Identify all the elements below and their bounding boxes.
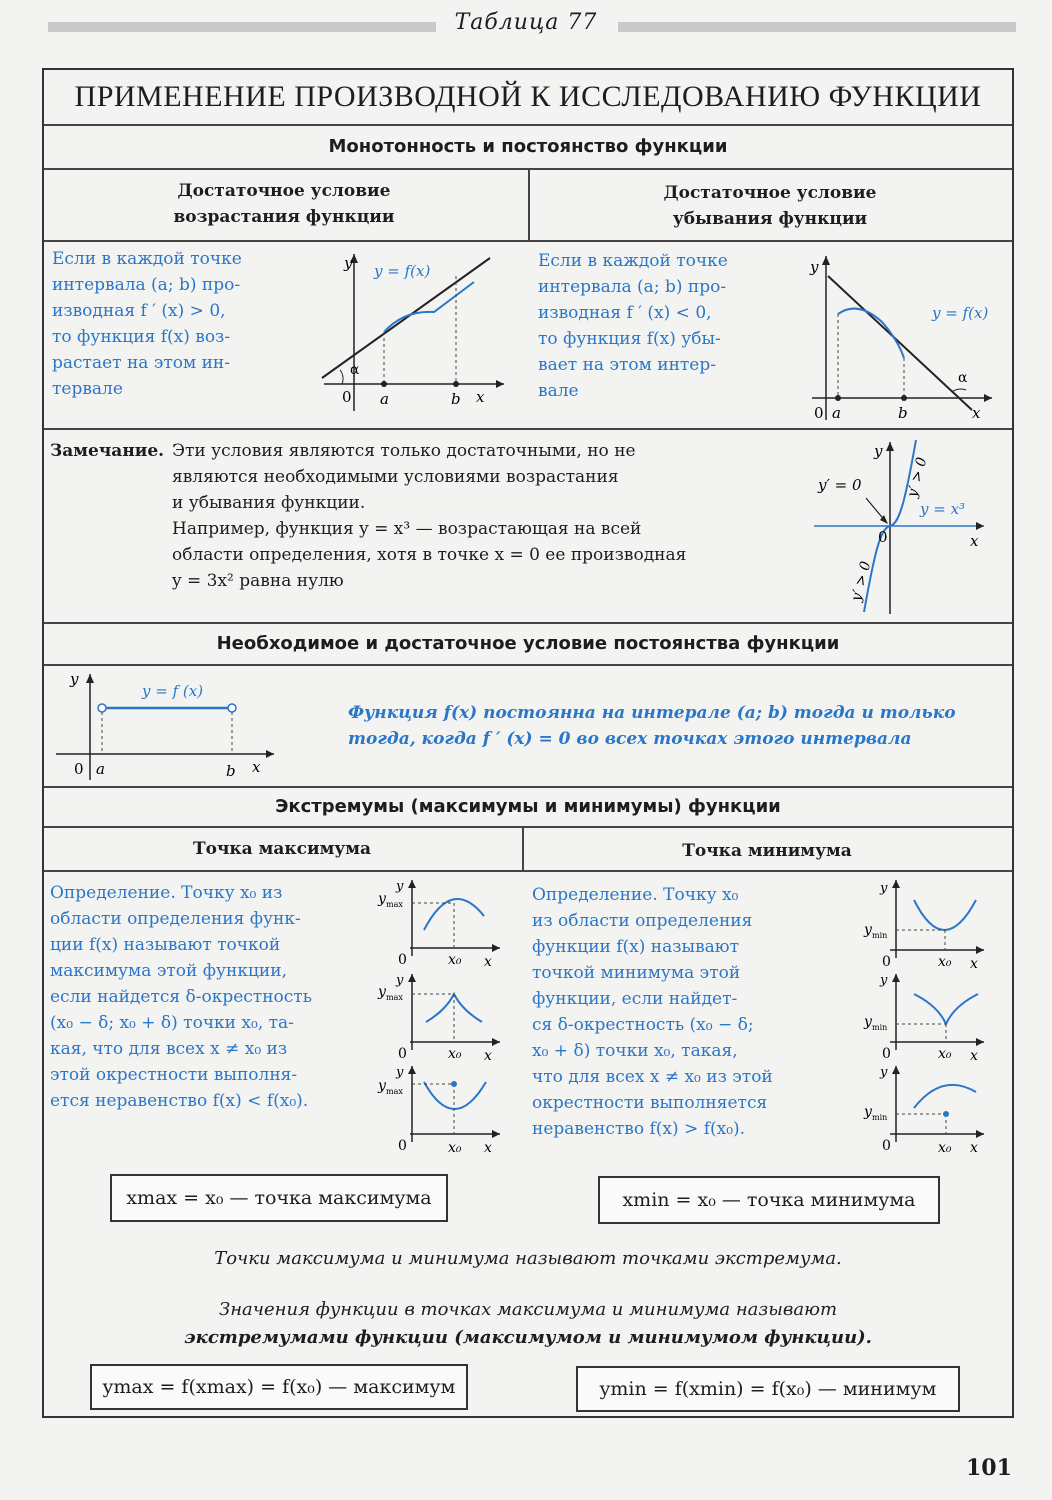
increase-text-line: тервале bbox=[52, 379, 123, 399]
const-o-label: 0 bbox=[74, 760, 84, 778]
xmin-box: xmin = x₀ — точка минимума bbox=[598, 1176, 940, 1224]
decrease-text-line: Если в каждой точке bbox=[538, 251, 728, 271]
min1-x: x bbox=[970, 956, 978, 972]
decrease-text-line: изводная f ′ (x) < 0, bbox=[538, 303, 712, 323]
section-constancy-title: Необходимое и достаточное условие постоянства функции bbox=[44, 624, 1012, 666]
cubic-pos-bot-label: y′ > 0 bbox=[848, 559, 875, 604]
dec-x-label: x bbox=[972, 404, 981, 422]
min3-ysub: min bbox=[872, 1113, 888, 1122]
min-definition bbox=[532, 882, 828, 1142]
min-def-line: функции f(x) называют bbox=[532, 937, 739, 957]
max-def-line: максимума этой функции, bbox=[50, 961, 287, 981]
min-def-line: окрестности выполняется bbox=[532, 1093, 768, 1113]
remark-line: и убывания функции. bbox=[172, 493, 366, 513]
max1-ylab: y bbox=[378, 891, 386, 907]
dec-fx-label: y = f(x) bbox=[932, 304, 989, 322]
max-def-line: если найдется δ-окрестность bbox=[50, 987, 312, 1007]
min-graphs bbox=[858, 876, 988, 1156]
xmax-box: xmax = x₀ — точка максимума bbox=[110, 1174, 448, 1222]
min-def-line: ся δ-окрестность (x₀ − δ; bbox=[532, 1015, 754, 1035]
max1-y: y bbox=[396, 879, 404, 894]
extrema-note2 bbox=[44, 1296, 1012, 1352]
decrease-head bbox=[530, 180, 1010, 232]
header-bar-left bbox=[48, 22, 436, 32]
max3-y: y bbox=[396, 1065, 404, 1080]
remark-label: Замечание. bbox=[50, 441, 165, 461]
max1-ysub: max bbox=[386, 900, 403, 909]
min1-x0: x₀ bbox=[938, 954, 952, 970]
decrease-text-line: интервала (a; b) про- bbox=[538, 277, 727, 297]
min-def-line: Определение. Точку x₀ bbox=[532, 885, 739, 905]
max2-ysub: max bbox=[386, 993, 403, 1002]
remark-row bbox=[44, 430, 1012, 624]
min-def-line: точкой минимума этой bbox=[532, 963, 741, 983]
decrease-text-line: вает на этом интер- bbox=[538, 355, 716, 375]
increase-text-line: растает на этом ин- bbox=[52, 353, 231, 373]
max1-x: x bbox=[484, 954, 492, 970]
const-y-label: y bbox=[70, 670, 79, 688]
const-x-label: x bbox=[252, 758, 261, 776]
max-def-line: кая, что для всех x ≠ x₀ из bbox=[50, 1039, 288, 1059]
dec-b-label: b bbox=[898, 404, 908, 422]
max-definition bbox=[50, 880, 350, 1114]
min-def-line: из области определения bbox=[532, 911, 753, 931]
const-a-label: a bbox=[96, 760, 105, 778]
extrema-note1: Точки максимума и минимума называют точками экстремума. bbox=[214, 1248, 842, 1269]
min-def-line: что для всех x ≠ x₀ из этой bbox=[532, 1067, 773, 1087]
min1-ysub: min bbox=[872, 931, 888, 940]
cubic-fx-label: y = x³ bbox=[920, 500, 966, 518]
decrease-head-line1: Достаточное условие bbox=[663, 183, 877, 203]
cubic-pos-top-label: y′ > 0 bbox=[904, 455, 931, 500]
const-b-label: b bbox=[226, 762, 236, 780]
min3-o: 0 bbox=[882, 1138, 891, 1154]
inc-b-label: b bbox=[451, 390, 461, 408]
extrema-note2-line: Значения функции в точках максимума и минимума называют bbox=[218, 1299, 838, 1320]
remark-line: y = 3x² равна нулю bbox=[172, 571, 344, 591]
min3-y: y bbox=[880, 1065, 888, 1080]
max3-x: x bbox=[484, 1140, 492, 1156]
monotonic-head-row bbox=[44, 170, 1012, 242]
constancy-line: Функция f(x) постоянна на интерале (a; b) тогда и только bbox=[348, 703, 956, 723]
min-head: Точка минимума bbox=[682, 841, 852, 861]
section-monotonic-title: Монотонность и постоянство функции bbox=[44, 126, 1012, 170]
inc-a-label: a bbox=[380, 390, 389, 408]
cubic-deriv0-label: y′ = 0 bbox=[818, 476, 862, 494]
dec-a-label: a bbox=[832, 404, 841, 422]
increase-text-line: Если в каждой точке bbox=[52, 249, 242, 269]
remark-line: являются необходимыми условиями возрастания bbox=[172, 467, 619, 487]
remark-line: области определения, хотя в точке x = 0 ее производная bbox=[172, 545, 687, 565]
min3-ylab: y bbox=[864, 1104, 872, 1120]
decrease-text-line: то функция f(x) убы- bbox=[538, 329, 721, 349]
decrease-head-line2: убывания функции bbox=[672, 209, 868, 229]
max1-x0: x₀ bbox=[448, 952, 462, 968]
table-label: Таблица 77 bbox=[454, 10, 598, 35]
monotonic-content-row bbox=[44, 242, 1012, 430]
increase-head bbox=[44, 178, 524, 230]
max2-ylab: y bbox=[378, 984, 386, 1000]
dec-alpha-label: α bbox=[958, 370, 968, 386]
const-fx-label: y = f (x) bbox=[142, 682, 204, 700]
max-def-line: (x₀ − δ; x₀ + δ) точки x₀, та- bbox=[50, 1013, 294, 1033]
increase-text bbox=[52, 246, 282, 402]
cubic-o-label: 0 bbox=[878, 528, 888, 546]
increase-head-line1: Достаточное условие bbox=[177, 181, 391, 201]
constancy-text bbox=[348, 700, 1012, 752]
min1-y: y bbox=[880, 881, 888, 896]
remark-line: Например, функция y = x³ — возрастающая на всей bbox=[172, 519, 642, 539]
min2-y: y bbox=[880, 973, 888, 988]
min3-x: x bbox=[970, 1140, 978, 1156]
increase-text-line: интервала (a; b) про- bbox=[52, 275, 241, 295]
page-number: 101 bbox=[966, 1455, 1012, 1481]
constancy-row bbox=[44, 666, 1012, 788]
min3-x0: x₀ bbox=[938, 1140, 952, 1156]
ymax-box: ymax = f(xmax) = f(x₀) — максимум bbox=[90, 1364, 468, 1410]
decrease-text bbox=[538, 248, 778, 404]
table-frame bbox=[42, 68, 1014, 1418]
max-def-line: Определение. Точку x₀ из bbox=[50, 883, 283, 903]
remark-text bbox=[172, 438, 768, 594]
min2-x0: x₀ bbox=[938, 1046, 952, 1062]
max3-ysub: max bbox=[386, 1087, 403, 1096]
increase-text-line: то функция f(x) воз- bbox=[52, 327, 231, 347]
min-def-line: неравенство f(x) > f(x₀). bbox=[532, 1119, 746, 1139]
cubic-y-label: y bbox=[874, 442, 883, 460]
dec-o-label: 0 bbox=[814, 404, 824, 422]
remark-line: Эти условия являются только достаточными, но не bbox=[172, 441, 636, 461]
inc-o-label: 0 bbox=[342, 388, 352, 406]
max-def-line: ции f(x) называют точкой bbox=[50, 935, 281, 955]
increase-head-line2: возрастания функции bbox=[173, 207, 395, 227]
dec-y-label: y bbox=[810, 258, 819, 276]
max2-x0: x₀ bbox=[448, 1046, 462, 1062]
decrease-graph bbox=[792, 250, 1002, 422]
inc-x-label: x bbox=[476, 388, 485, 406]
max2-x: x bbox=[484, 1048, 492, 1064]
min2-ylab: y bbox=[864, 1014, 872, 1030]
min2-o: 0 bbox=[882, 1046, 891, 1062]
min-def-line: функции, если найдет- bbox=[532, 989, 738, 1009]
inc-alpha-label: α bbox=[350, 362, 360, 378]
max-def-line: области определения функ- bbox=[50, 909, 301, 929]
max2-y: y bbox=[396, 973, 404, 988]
max3-ylab: y bbox=[378, 1078, 386, 1094]
header-bar-right bbox=[618, 22, 1016, 32]
max-def-line: этой окрестности выполня- bbox=[50, 1065, 298, 1085]
min1-ylab: y bbox=[864, 922, 872, 938]
max3-o: 0 bbox=[398, 1138, 407, 1154]
max-head: Точка максимума bbox=[192, 839, 372, 859]
max3-x0: x₀ bbox=[448, 1140, 462, 1156]
max2-o: 0 bbox=[398, 1046, 407, 1062]
min-def-line: x₀ + δ) точки x₀, такая, bbox=[532, 1041, 738, 1061]
decrease-text-line: вале bbox=[538, 381, 579, 401]
inc-fx-label: y = f(x) bbox=[374, 262, 431, 280]
extrema-note2-line: экстремумами функции (максимумом и минимумом функции). bbox=[184, 1327, 872, 1348]
extrema-head-row bbox=[44, 828, 1012, 872]
inc-y-label: y bbox=[344, 254, 353, 272]
min2-x: x bbox=[970, 1048, 978, 1064]
max-graphs bbox=[374, 876, 504, 1156]
min1-o: 0 bbox=[882, 954, 891, 970]
cubic-x-label: x bbox=[970, 532, 979, 550]
max-def-line: ется неравенство f(x) < f(x₀). bbox=[50, 1091, 309, 1111]
cubic-graph bbox=[804, 436, 1004, 616]
main-title: ПРИМЕНЕНИЕ ПРОИЗВОДНОЙ К ИССЛЕДОВАНИЮ ФУНКЦИИ bbox=[44, 70, 1012, 126]
increase-text-line: изводная f ′ (x) > 0, bbox=[52, 301, 226, 321]
increase-graph bbox=[314, 246, 514, 416]
constancy-line: тогда, когда f ′ (x) = 0 во всех точках этого интервала bbox=[348, 729, 912, 749]
section-extrema-title: Экстремумы (максимумы и минимумы) функции bbox=[44, 788, 1012, 828]
max1-o: 0 bbox=[398, 952, 407, 968]
min2-ysub: min bbox=[872, 1023, 888, 1032]
ymin-box: ymin = f(xmin) = f(x₀) — минимум bbox=[576, 1366, 960, 1412]
constancy-graph bbox=[52, 668, 282, 784]
